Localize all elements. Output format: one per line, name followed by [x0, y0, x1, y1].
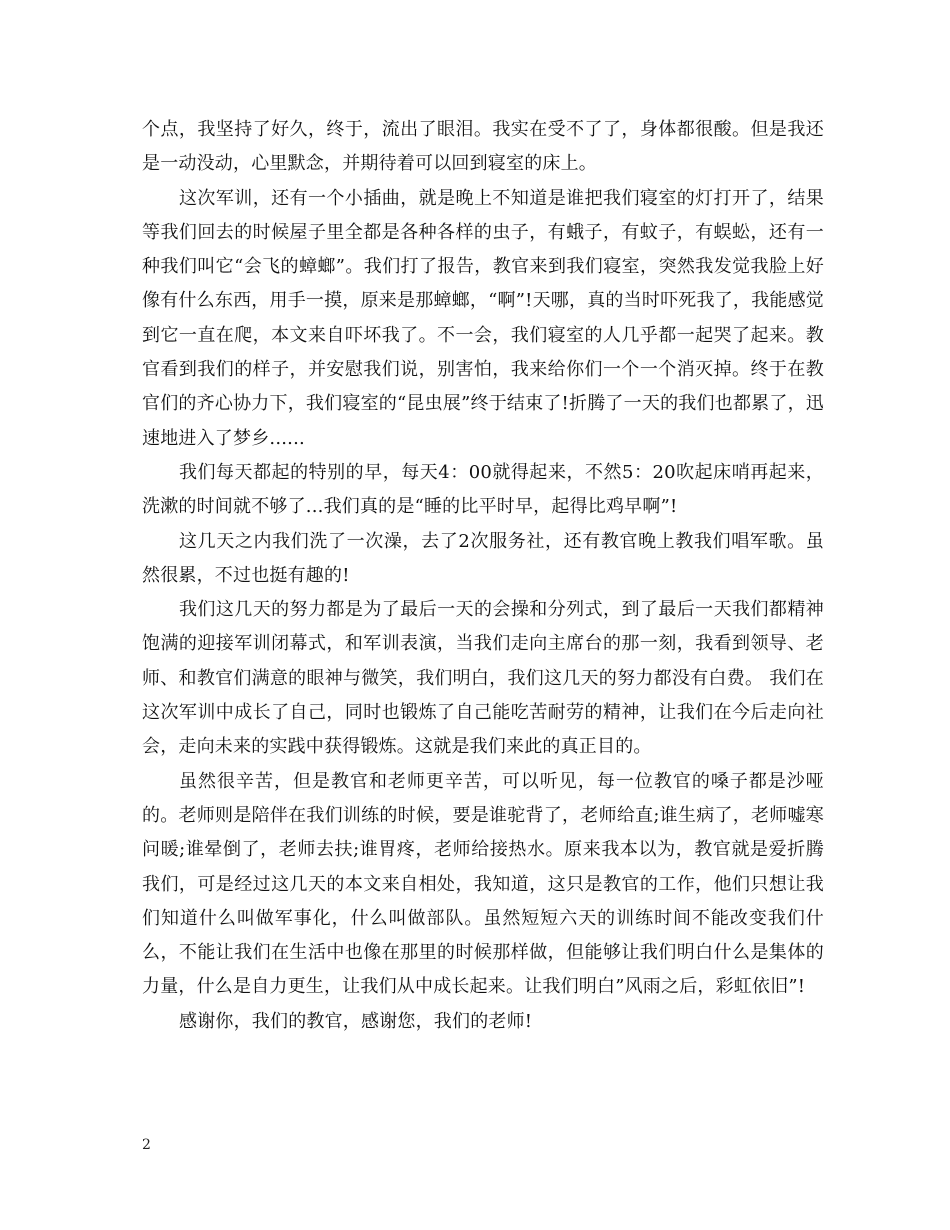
paragraph: 虽然很辛苦，但是教官和老师更辛苦，可以听见，每一位教官的嗓子都是沙哑的。老师则是陪伴在我们训练的时候，要是谁驼背了，老师给直;谁生病了，老师嘘寒问暖;谁晕倒了，老师去扶;谁胃疼，老师给接热水。原来我本以为，教官就是爱折腾我们，可是经过这几天的本文来自相处，我知道，这只是教官的工作，他们只想让我们知道什么叫做军事化，什么叫做部队。虽然短短六天的训练时间不能改变我们什么，不能让我们在生活中也像在那里的时候那样做，但能够让我们明白什么是集体的力量，什么是自力更生，让我们从中成长起来。让我们明白”风雨之后，彩虹依旧”! — [142, 770, 824, 998]
paragraph: 我们这几天的努力都是为了最后一天的会操和分列式，到了最后一天我们都精神饱满的迎接军训闭幕式，和军训表演，当我们走向主席台的那一刻，我看到领导、老师、和教官们满意的眼神与微笑，我们明白，我们这几天的努力都没有白费。 我们在这次军训中成长了自己，同时也锻炼了自己能吃苦耐劳的精神，让我们在今后走向社会，走向未来的实践中获得锻炼。这就是我们来此的真正目的。 — [142, 599, 824, 758]
document-body — [142, 113, 824, 1039]
paragraph-continuation: 个点，我坚持了好久，终于，流出了眼泪。我实在受不了了，身体都很酸。但是我还是一动没动，心里默念，并期待着可以回到寝室的床上。 — [142, 119, 824, 175]
page-number: 2 — [142, 1137, 151, 1153]
paragraph: 我们每天都起的特别的早，每天4：00就得起来，不然5：20吹起床哨再起来，洗漱的时间就不够了...我们真的是“睡的比平时早，起得比鸡早啊”! — [142, 461, 824, 518]
paragraph: 这几天之内我们洗了一次澡，去了2次服务社，还有教官晚上教我们唱军歌。虽然很累，不过也挺有趣的! — [142, 530, 824, 586]
paragraph: 感谢你，我们的教官，感谢您，我们的老师! — [179, 1010, 533, 1032]
paragraph: 这次军训，还有一个小插曲，就是晚上不知道是谁把我们寝室的灯打开了，结果等我们回去的时候屋子里全都是各种各样的虫子，有蛾子，有蚊子，有蜈蚣，还有一种我们叫它“会飞的蟑螂”。我们打了报告，教官来到我们寝室，突然我发觉我脸上好像有什么东西，用手一摸，原来是那蟑螂，“啊”!天哪，真的当时吓死我了，我能感觉到它一直在爬，本文来自吓坏我了。不一会，我们寝室的人几乎都一起哭了起来。教官看到我们的样子，并安慰我们说，别害怕，我来给你们一个一个消灭掉。终于在教官们的齐心协力下，我们寝室的“昆虫展”终于结束了!折腾了一天的我们也都累了，迅速地进入了梦乡...... — [142, 187, 824, 449]
